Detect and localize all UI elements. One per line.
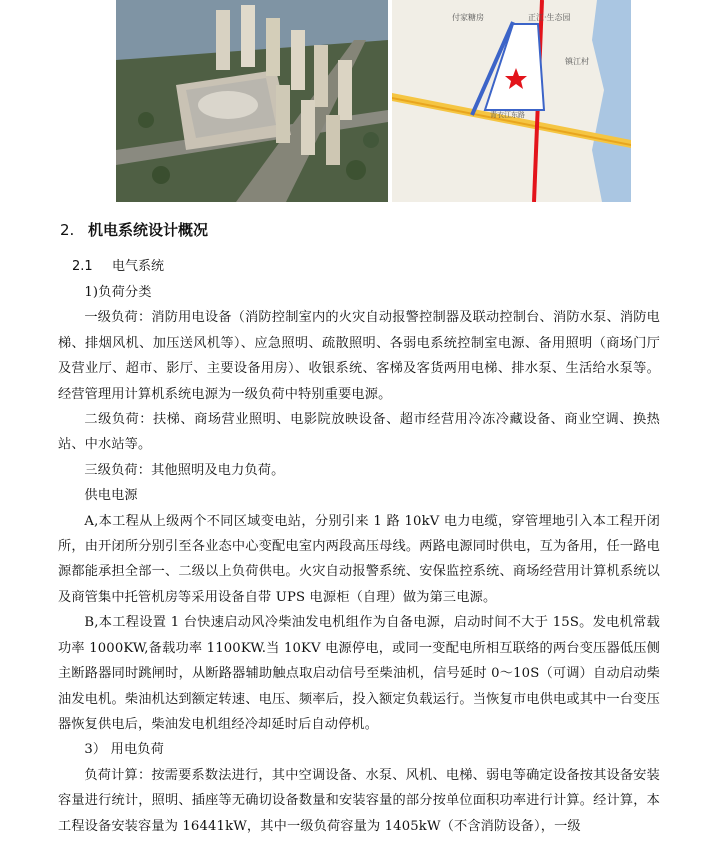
paragraph-power-supply-b: B,本工程设置 1 台快速启动风冷柴油发电机组作为自备电源，启动时间不大于 15S。发电机常载功率 1000KW,备载功率 1100KW.当 10KV 电源停电，或同一变配电所相互联络的两台变压器低压侧主断路器同时跳闸时，从断路器辅助触点取启动信号至柴油机，信号延时 0～10S（可调）自动启动柴油发电机。柴油机达到额定转速、电压、频率后，投入额定负载运行。当恢复市电供电或其中一台变压器恢复供电后，柴油发电机组经冷却延时后自动停机。 [58, 615, 660, 732]
paragraph-third-class-load: 三级负荷：其他照明及电力负荷。 [84, 462, 285, 478]
paragraph-power-supply-a: A,本工程从上级两个不同区域变电站，分别引来 1 路 10kV 电力电缆，穿管埋地引入本工程开闭所，由开闭所分别引至各业态中心变配电室内两段高压母线。两路电源同时供电，互为备用，任一路电源都能承担全部一、二级以上负荷供电。火灾自动报警系统、安保监控系统、商场经营用计算机系统以及商管集中托管机房等采用设备自带 UPS 电源柜（自理）做为第三电源。 [58, 513, 660, 605]
map-label-road: 青衣江东路 [490, 111, 525, 119]
section-heading [60, 219, 208, 240]
map-label-zhenjiang-village: 镇江村 [565, 57, 589, 66]
paragraph-load-classification: 1)负荷分类 [84, 285, 152, 300]
figure-row [116, 0, 631, 202]
section-number: 2. [60, 221, 75, 239]
paragraph-first-class-load: 一级负荷：消防用电设备（消防控制室内的火灾自动报警控制器及联动控制台、消防水泵、消防电梯、排烟风机、加压送风机等）、应急照明、疏散照明、各弱电系统控制室电源、备用照明（商场门厅及营业厅、超市、影厅、主要设备用房）、收银系统、客梯及客货两用电梯、排水泵、生活给水泵等。经营管理用计算机系统电源为一级负荷中特别重要电源。 [58, 310, 660, 402]
map-label-fujiatangfang: 付家糖房 [452, 13, 484, 22]
subsection-heading [72, 255, 164, 274]
map-label-zhengjiang-eco-park: 正江·生态园 [528, 13, 571, 22]
location-map-graphic [392, 0, 631, 202]
location-map [392, 0, 631, 202]
subsection-title: 电气系统 [112, 259, 165, 274]
paragraph-electrical-load-heading: 3） 用电负荷 [84, 742, 164, 758]
paragraph-power-supply-heading: 供电电源 [84, 488, 138, 504]
aerial-rendering-image [116, 0, 388, 202]
document-body [58, 280, 660, 839]
subsection-number: 2.1 [72, 259, 93, 274]
section-title: 机电系统设计概况 [88, 221, 209, 239]
aerial-rendering-graphic [116, 0, 388, 202]
paragraph-load-calculation: 负荷计算：按需要系数法进行，其中空调设备、水泵、风机、电梯、弱电等确定设备按其设备安装容量进行统计，照明、插座等无确切设备数量和安装容量的部分按单位面积功率进行计算。经计算，本工程设备安装容量为 16441kW，其中一级负荷容量为 1405kW（不含消防设备），一级 [58, 767, 660, 834]
paragraph-second-class-load: 二级负荷：扶梯、商场营业照明、电影院放映设备、超市经营用冷冻冷藏设备、商业空调、换热站、中水站等。 [58, 412, 660, 453]
